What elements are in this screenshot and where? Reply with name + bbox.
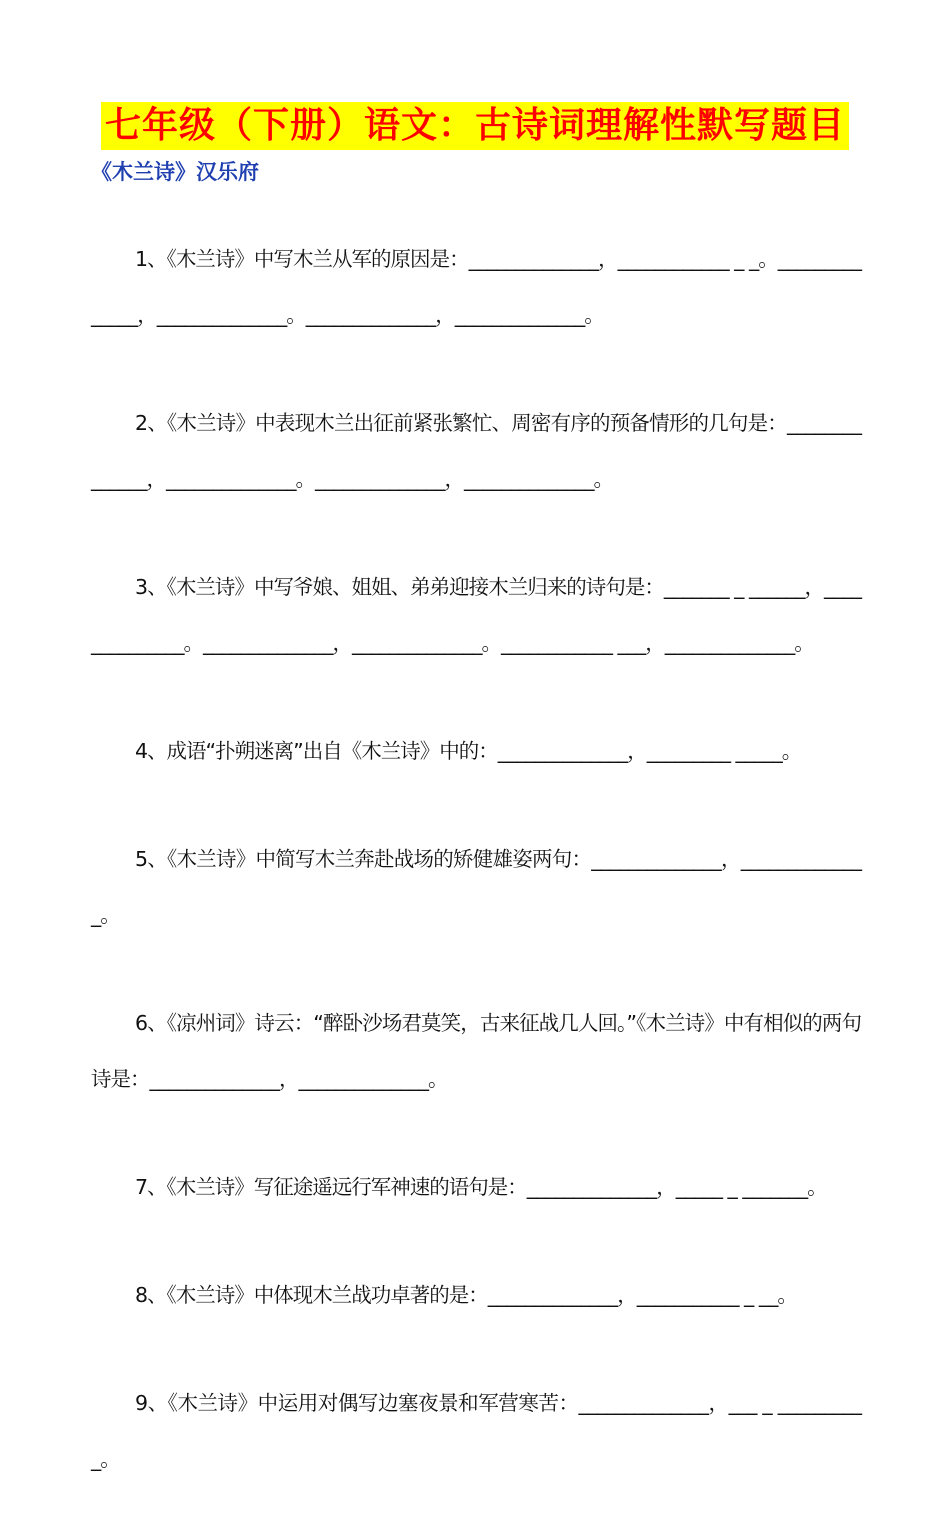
question-list xyxy=(91,231,861,1539)
question-6: 6、《凉州词》诗云：“醉卧沙场君莫笑，古来征战几人回。”《木兰诗》中有相似的两句诗是：______________，______________。 xyxy=(91,1011,861,1091)
question-8: 8、《木兰诗》中体现木兰战功卓著的是：______________，___________ _ __。 xyxy=(135,1283,797,1307)
question-4: 4、成语“扑朔迷离”出自《木兰诗》中的：______________，_________ _____。 xyxy=(135,739,802,763)
question-5: 5、《木兰诗》中简写木兰奔赴战场的矫健雄姿两句：______________，______________。 xyxy=(91,847,861,927)
section-title: 《木兰诗》汉乐府 xyxy=(91,160,259,184)
page-title: 七年级（下册）语文：古诗词理解性默写题目 xyxy=(101,102,849,150)
question-2: 2、《木兰诗》中表现木兰出征前紧张繁忙、周密有序的预备情形的几句是：______________，______________。______________，______________。 xyxy=(91,411,861,491)
question-3: 3、《木兰诗》中写爷娘、姐姐、弟弟迎接木兰归来的诗句是：_______ _ ______，______________。______________，______________。____________ ___，______________。 xyxy=(91,575,861,655)
question-7: 7、《木兰诗》写征途遥远行军神速的语句是：______________，_____ _ _______。 xyxy=(135,1175,827,1199)
question-1: 1、《木兰诗》中写木兰从军的原因是：______________，____________ _ _。______________，______________。______________，______________。 xyxy=(91,247,861,327)
question-9: 9、《木兰诗》中运用对偶写边塞夜景和军营寒苦：______________，___ _ __________。 xyxy=(91,1391,861,1471)
